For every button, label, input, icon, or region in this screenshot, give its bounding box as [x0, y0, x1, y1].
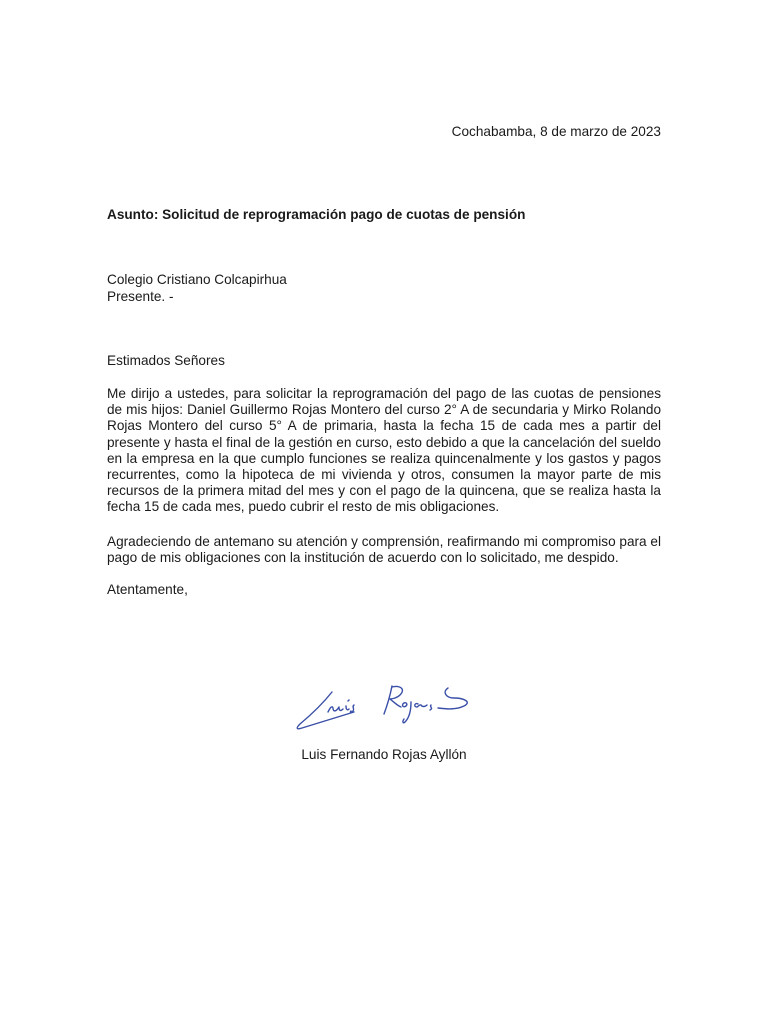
handwritten-signature — [288, 672, 484, 736]
letter-date: Cochabamba, 8 de marzo de 2023 — [451, 124, 661, 139]
body-paragraph-2: Agradeciendo de antemano su atención y comprensión, reafirmando mi compromiso para el pago de mis obligaciones con la institución de acuerdo con lo solicitado, me despido. — [107, 534, 661, 566]
letter-closing: Atentamente, — [107, 582, 188, 597]
letter-subject: Asunto: Solicitud de reprogramación pago de cuotas de pensión — [107, 207, 526, 222]
recipient-block — [107, 272, 287, 305]
letter-greeting: Estimados Señores — [107, 353, 225, 368]
signer-name: Luis Fernando Rojas Ayllón — [301, 747, 467, 762]
recipient-name: Colegio Cristiano Colcapirhua — [107, 272, 287, 287]
body-paragraph-1: Me dirijo a ustedes, para solicitar la reprogramación del pago de las cuotas de pensiones de mis hijos: Daniel Guillermo Rojas Montero del curso 2° A de secundaria y Mirko Rolando Rojas Montero del curso 5° A de primaria, hasta la fecha 15 de cada mes a partir del presente y hasta el final de la gestión en curso, esto debido a que la cancelación del sueldo en la empresa en la que cumplo funciones se realiza quincenalmente y los gastos y pagos recurrentes, como la hipoteca de mi vivienda y otros, consumen la mayor parte de mis recursos de la primera mitad del mes y con el pago de la quincena, que se realiza hasta la fecha 15 de cada mes, puedo cubrir el resto de mis obligaciones. — [107, 386, 661, 515]
recipient-presente: Presente. - — [107, 288, 174, 304]
